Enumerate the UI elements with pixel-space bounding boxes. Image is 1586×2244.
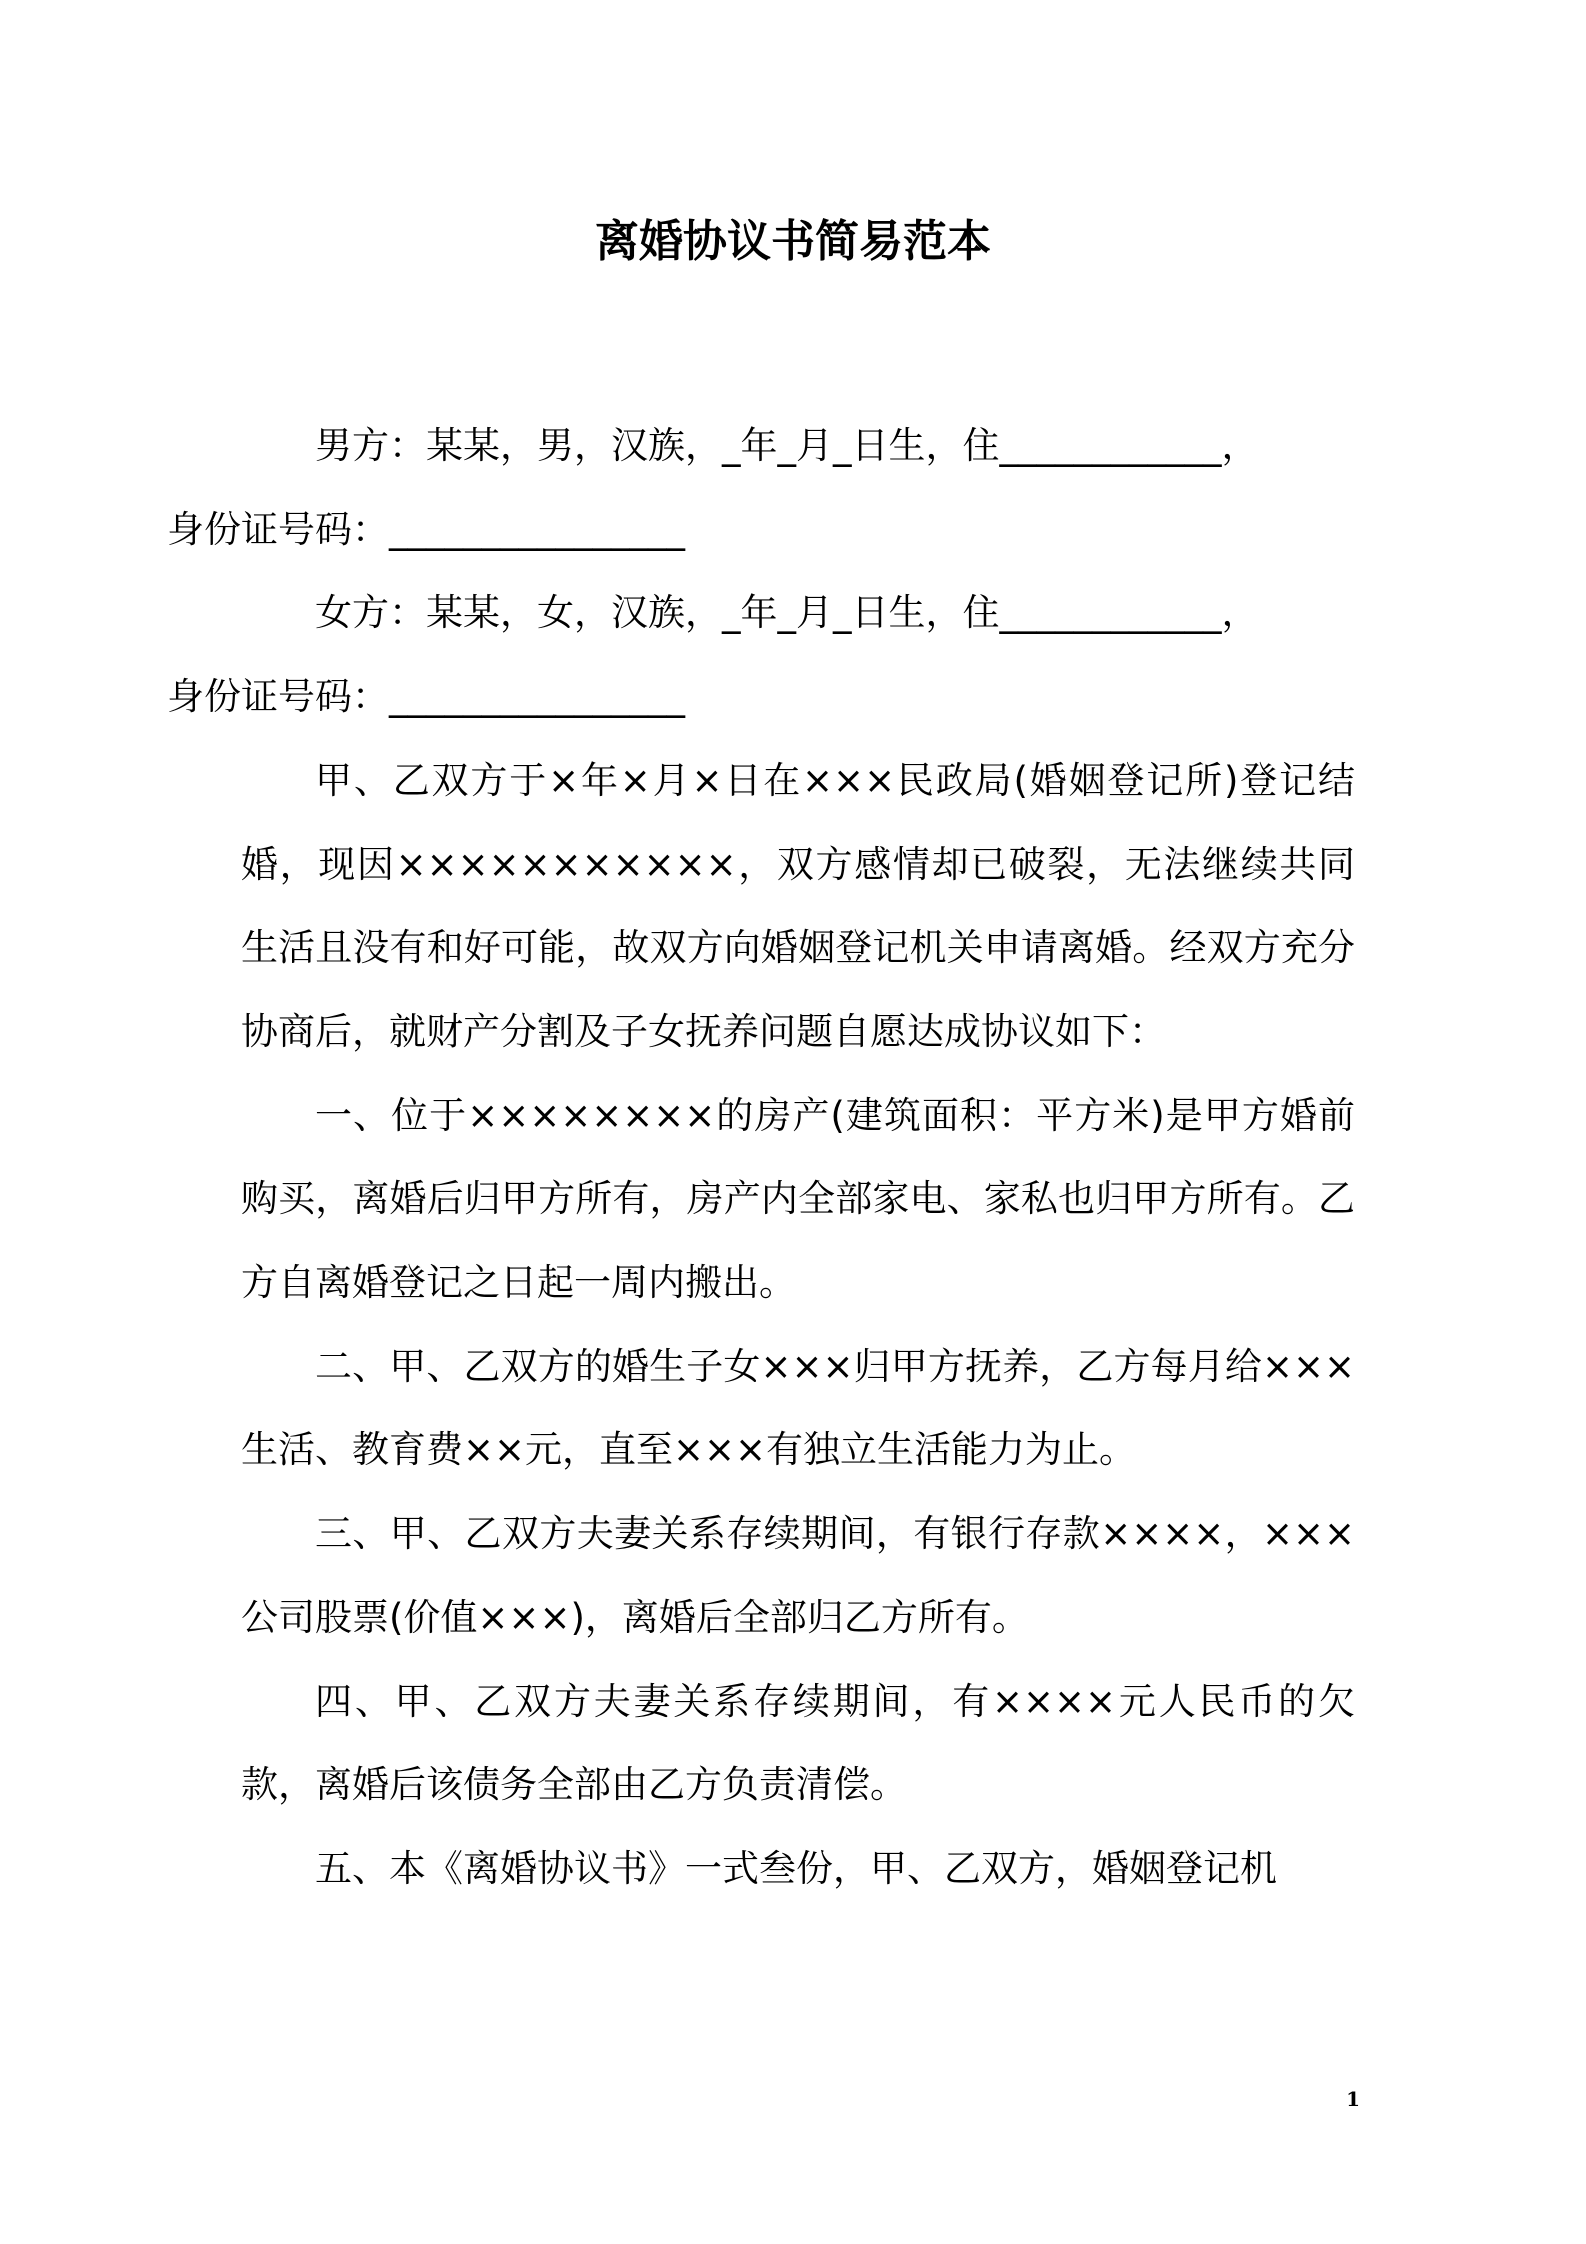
document-title: 离婚协议书简易范本 [595, 216, 991, 267]
document-body [167, 404, 1355, 1911]
paragraph-male-party [167, 404, 1355, 571]
male-party-info-line: 男方：某某，男，汉族，_年_月_日生，住____________， [315, 424, 1259, 467]
page-number: 1 [1346, 2087, 1360, 2111]
paragraph-female-party [167, 571, 1355, 738]
paragraph-marriage-background: 甲、乙双方于×年×月×日在×××民政局(婚姻登记所)登记结婚，现因×××××××××××，双方感情却已破裂，无法继续共同生活且没有和好可能，故双方向婚姻登记机关申请离婚。经双方充分协商后，就财产分割及子女抚养问题自愿达成协议如下： [241, 758, 1355, 1053]
male-party-id-line: 身份证号码：________________ [167, 507, 685, 551]
paragraph-clause-5-copies: 五、本《离婚协议书》一式叁份，甲、乙双方，婚姻登记机 [315, 1846, 1277, 1890]
paragraph-clause-2-custody: 二、甲、乙双方的婚生子女×××归甲方抚养，乙方每月给×××生活、教育费××元，直至×××有独立生活能力为止。 [241, 1344, 1355, 1472]
female-party-info-line: 女方：某某，女，汉族，_年_月_日生，住____________， [315, 591, 1259, 635]
paragraph-clause-1-property: 一、位于××××××××的房产(建筑面积：平方米)是甲方婚前购买，离婚后归甲方所有，房产内全部家电、家私也归甲方所有。乙方自离婚登记之日起一周内搬出。 [241, 1093, 1355, 1305]
female-party-id-line: 身份证号码：________________ [167, 675, 685, 719]
paragraph-clause-4-debt: 四、甲、乙双方夫妻关系存续期间，有××××元人民币的欠款，离婚后该债务全部由乙方负责清偿。 [241, 1679, 1355, 1807]
paragraph-clause-3-savings: 三、甲、乙双方夫妻关系存续期间，有银行存款××××，×××公司股票(价值×××)，离婚后全部归乙方所有。 [241, 1512, 1355, 1639]
